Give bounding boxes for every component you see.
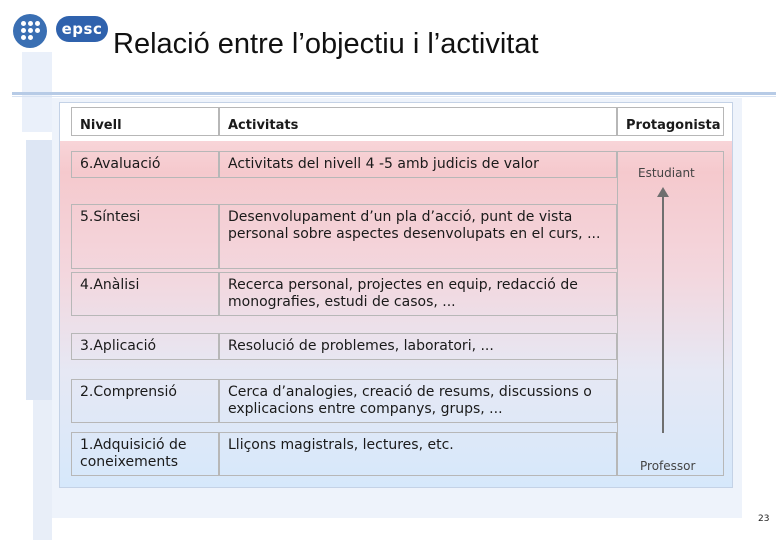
table-row-level: 3.Aplicació [71, 333, 219, 360]
table-row-activity: Cerca d’analogies, creació de resums, discussions o explicacions entre companys, grups, ... [219, 379, 617, 423]
table-row-level: 6.Avaluació [71, 151, 219, 178]
table-row-activity: Resolució de problemes, laboratori, ... [219, 333, 617, 360]
table-row-activity: Lliçons magistrals, lectures, etc. [219, 432, 617, 476]
title-divider-thin [12, 96, 776, 97]
header-activities: Activitats [219, 107, 617, 136]
table-row-level [71, 432, 219, 476]
table-row-level: 5.Síntesi [71, 204, 219, 269]
title-divider [12, 92, 776, 95]
level-1-text: 1.Adquisició de coneixements [80, 437, 187, 470]
arrow-shaft [662, 195, 664, 433]
table-row-level: 4.Anàlisi [71, 272, 219, 316]
table-row-activity: Recerca personal, projectes en equip, redacció de monografies, estudi de casos, ... [219, 272, 617, 316]
decorative-side-strip [0, 0, 52, 540]
upc-logo [13, 14, 47, 48]
slide-title: Relació entre l’objectiu i l’activitat [113, 28, 539, 60]
protagonist-column [617, 151, 724, 476]
table-row-activity: Desenvolupament d’un pla d’acció, punt de vista personal sobre aspectes desenvolupats en el curs, ... [219, 204, 617, 269]
header-level: Nivell [71, 107, 219, 136]
header-protagonist: Protagonista [617, 107, 724, 136]
table-row-level: 2.Comprensió [71, 379, 219, 423]
epsc-logo: epsc [56, 16, 108, 42]
page-number: 23 [758, 514, 770, 524]
table-row-activity: Activitats del nivell 4 -5 amb judicis de valor [219, 151, 617, 178]
protagonist-teacher-label: Professor [640, 459, 696, 473]
protagonist-student-label: Estudiant [638, 166, 695, 180]
objectives-activities-table [59, 102, 733, 488]
